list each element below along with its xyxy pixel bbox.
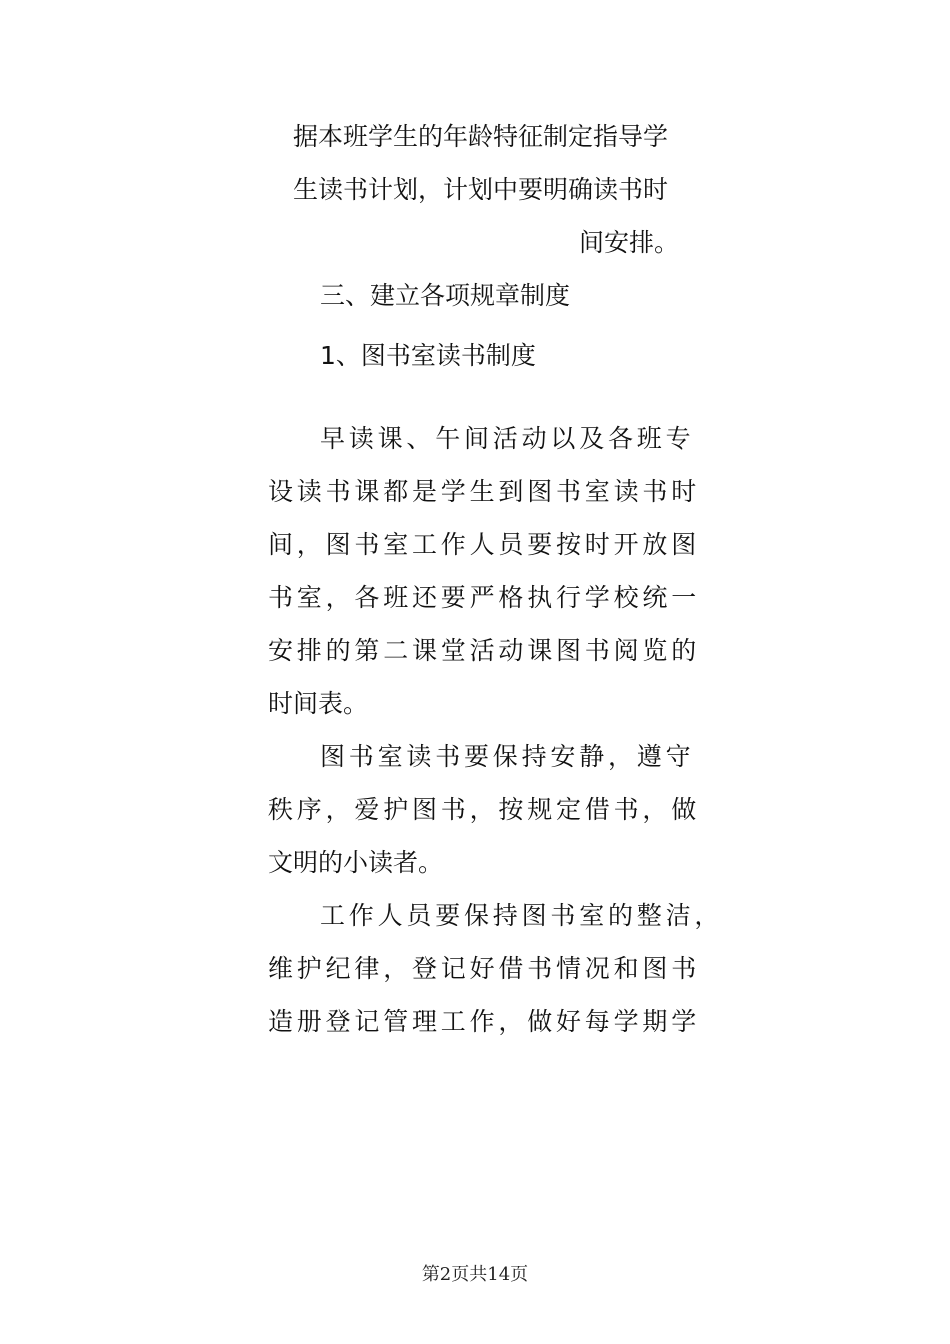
page-number: 第2页共14页 — [421, 1264, 529, 1285]
text-line-13: 秩序，爱护图书，按规定借书，做 — [268, 795, 701, 824]
text-line-8: 间，图书室工作人员要按时开放图 — [268, 530, 701, 559]
text-line-7: 设读书课都是学生到图书室读书时 — [268, 477, 701, 506]
text-line-3: 间安排。 — [579, 228, 680, 257]
text-line-12: 图书室读书要保持安静，遵守 — [320, 742, 695, 771]
text-line-9: 书室，各班还要严格执行学校统一 — [268, 583, 701, 612]
text-line-16: 维护纪律，登记好借书情况和图书 — [268, 954, 701, 983]
text-line-11: 时间表。 — [268, 689, 369, 718]
text-line-15: 工作人员要保持图书室的整洁， — [320, 901, 724, 930]
text-line-14: 文明的小读者。 — [268, 848, 444, 877]
text-line-1: 据本班学生的年龄特征制定指导学 — [293, 122, 669, 151]
subsection-heading: 1、图书室读书制度 — [320, 341, 536, 370]
text-line-17: 造册登记管理工作，做好每学期学 — [268, 1007, 701, 1036]
text-line-6: 早读课、午间活动以及各班专 — [320, 424, 695, 453]
text-line-2: 生读书计划，计划中要明确读书时 — [293, 175, 669, 204]
section-heading: 三、建立各项规章制度 — [320, 281, 571, 310]
text-line-10: 安排的第二课堂活动课图书阅览的 — [268, 636, 701, 665]
